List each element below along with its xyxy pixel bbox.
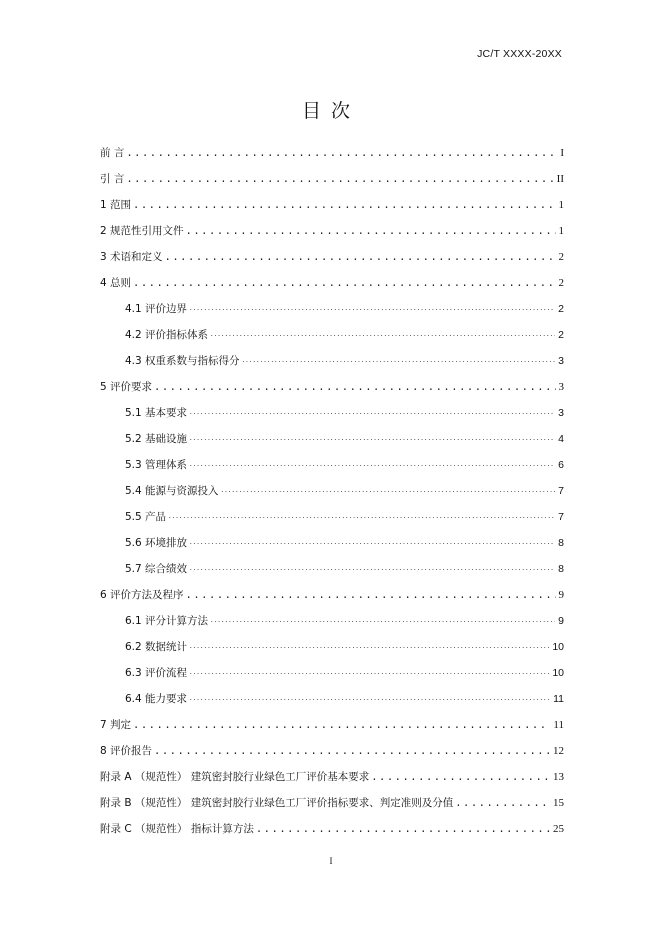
toc-entry-label: 6.2 数据统计 — [125, 641, 188, 653]
toc-entry-label: 6.4 能力要求 — [125, 693, 188, 705]
dot-leader — [210, 615, 555, 628]
toc-entry-page: 2 — [558, 251, 564, 263]
toc-entry[interactable] — [125, 454, 564, 472]
toc-entry[interactable] — [100, 766, 564, 784]
toc-entry[interactable] — [125, 402, 564, 420]
toc-entry-label: 6.1 评分计算方法 — [125, 615, 209, 627]
toc-entry[interactable] — [100, 272, 564, 290]
toc-entry-label: 6.3 评价流程 — [125, 667, 188, 679]
dot-leader — [189, 407, 555, 420]
toc-entry-page: 10 — [552, 667, 564, 679]
toc-entry[interactable] — [100, 376, 564, 394]
toc-entry-page: 11 — [553, 693, 564, 705]
dot-leader — [189, 667, 549, 680]
toc-entry[interactable] — [125, 298, 564, 316]
dot-leader — [256, 822, 550, 836]
toc-entry-label: 5.5 产品 — [125, 511, 167, 523]
dot-leader — [154, 380, 555, 394]
dot-leader — [133, 718, 550, 732]
toc-entry[interactable] — [100, 714, 564, 732]
toc-entry-label: 附录 B （规范性） 建筑密封胶行业绿色工厂评价指标要求、判定准则及分值 — [100, 797, 454, 809]
dot-leader — [242, 355, 556, 368]
toc-entry-page: 13 — [553, 771, 564, 783]
toc-entry-page: 1 — [558, 199, 564, 211]
dot-leader — [189, 693, 550, 706]
dot-leader — [165, 250, 556, 264]
toc-entry-page: 7 — [558, 485, 564, 497]
dot-leader — [126, 146, 557, 160]
toc-entry-label: 5.1 基本要求 — [125, 407, 188, 419]
toc-entry[interactable] — [125, 610, 564, 628]
toc-entry[interactable] — [100, 584, 564, 602]
toc-entry[interactable] — [100, 142, 564, 160]
toc-entry-label: 附录 A （规范性） 建筑密封胶行业绿色工厂评价基本要求 — [100, 771, 370, 783]
dot-leader — [189, 303, 555, 316]
toc-entry[interactable] — [125, 480, 564, 498]
toc-entry-page: I — [560, 147, 564, 159]
toc-entry[interactable] — [100, 818, 564, 836]
page-title: 目次 — [301, 100, 360, 122]
toc-entry-page: 1 — [558, 225, 564, 237]
toc-entry-page: 6 — [558, 459, 564, 471]
toc-entry-label: 5.4 能源与资源投入 — [125, 485, 219, 497]
dot-leader — [210, 329, 555, 342]
toc-entry[interactable] — [125, 506, 564, 524]
toc-entry-page: 3 — [558, 407, 564, 419]
toc-entry[interactable] — [125, 324, 564, 342]
toc-entry-page: 3 — [558, 381, 564, 393]
toc-entry-page: 8 — [558, 563, 564, 575]
toc-entry-page: II — [556, 173, 564, 185]
page-number: I — [329, 856, 333, 866]
toc-entry-page: 12 — [553, 745, 564, 757]
dot-leader — [154, 744, 550, 758]
toc-entry-label: 5 评价要求 — [100, 381, 153, 393]
document-code: JC/T XXXX-20XX — [477, 48, 562, 60]
toc-entry-label: 5.7 综合绩效 — [125, 563, 188, 575]
dot-leader — [189, 537, 555, 550]
toc-entry-page: 2 — [558, 277, 564, 289]
dot-leader — [126, 172, 553, 186]
toc-entry-label: 前 言 — [100, 147, 125, 159]
toc-entry[interactable] — [100, 194, 564, 212]
toc-entry-page: 3 — [558, 355, 564, 367]
dot-leader — [189, 459, 555, 472]
dot-leader — [189, 563, 555, 576]
toc-entry-page: 25 — [553, 823, 564, 835]
toc-entry-label: 5.6 环境排放 — [125, 537, 188, 549]
toc-entry-page: 15 — [553, 797, 564, 809]
toc-entry-page: 9 — [558, 615, 564, 627]
toc-entry-label: 4 总则 — [100, 277, 132, 289]
toc-entry[interactable] — [125, 558, 564, 576]
dot-leader — [455, 796, 550, 810]
toc-entry-label: 4.3 权重系数与指标得分 — [125, 355, 240, 367]
toc-entry-page: 2 — [558, 329, 564, 341]
toc-entry-page: 9 — [558, 589, 564, 601]
toc-entry[interactable] — [100, 246, 564, 264]
toc-entry[interactable] — [125, 428, 564, 446]
dot-leader — [371, 770, 550, 784]
toc-entry-label: 1 范围 — [100, 199, 132, 211]
toc-entry-label: 5.2 基础设施 — [125, 433, 188, 445]
toc-entry-page: 11 — [553, 719, 564, 731]
toc-entry[interactable] — [100, 740, 564, 758]
toc-entry-label: 6 评价方法及程序 — [100, 589, 184, 601]
toc-entry[interactable] — [125, 350, 564, 368]
toc-entry-label: 引 言 — [100, 173, 125, 185]
toc-entry-label: 4.1 评价边界 — [125, 303, 188, 315]
dot-leader — [168, 511, 555, 524]
toc-entry[interactable] — [125, 662, 564, 680]
toc-entry-page: 8 — [558, 537, 564, 549]
dot-leader — [189, 641, 549, 654]
toc-entry[interactable] — [125, 532, 564, 550]
toc-entry-page: 7 — [558, 511, 564, 523]
dot-leader — [186, 588, 556, 602]
dot-leader — [133, 276, 555, 290]
dot-leader — [186, 224, 556, 238]
dot-leader — [133, 198, 555, 212]
toc-entry-label: 4.2 评价指标体系 — [125, 329, 209, 341]
toc-entry[interactable] — [100, 792, 564, 810]
toc-entry[interactable] — [100, 220, 564, 238]
dot-leader — [189, 433, 555, 446]
toc-entry-label: 3 术语和定义 — [100, 251, 163, 263]
toc-entry-label: 7 判定 — [100, 719, 132, 731]
toc-entry-label: 8 评价报告 — [100, 745, 153, 757]
toc-entry-page: 10 — [552, 641, 564, 653]
toc-entry-label: 5.3 管理体系 — [125, 459, 188, 471]
toc-entry[interactable] — [125, 636, 564, 654]
toc-entry-page: 2 — [558, 303, 564, 315]
dot-leader — [221, 485, 556, 498]
toc-entry-label: 附录 C （规范性） 指标计算方法 — [100, 823, 254, 835]
toc-entry[interactable] — [125, 688, 564, 706]
toc-entry-label: 2 规范性引用文件 — [100, 225, 184, 237]
toc-entry[interactable] — [100, 168, 564, 186]
toc-entry-page: 4 — [558, 433, 564, 445]
